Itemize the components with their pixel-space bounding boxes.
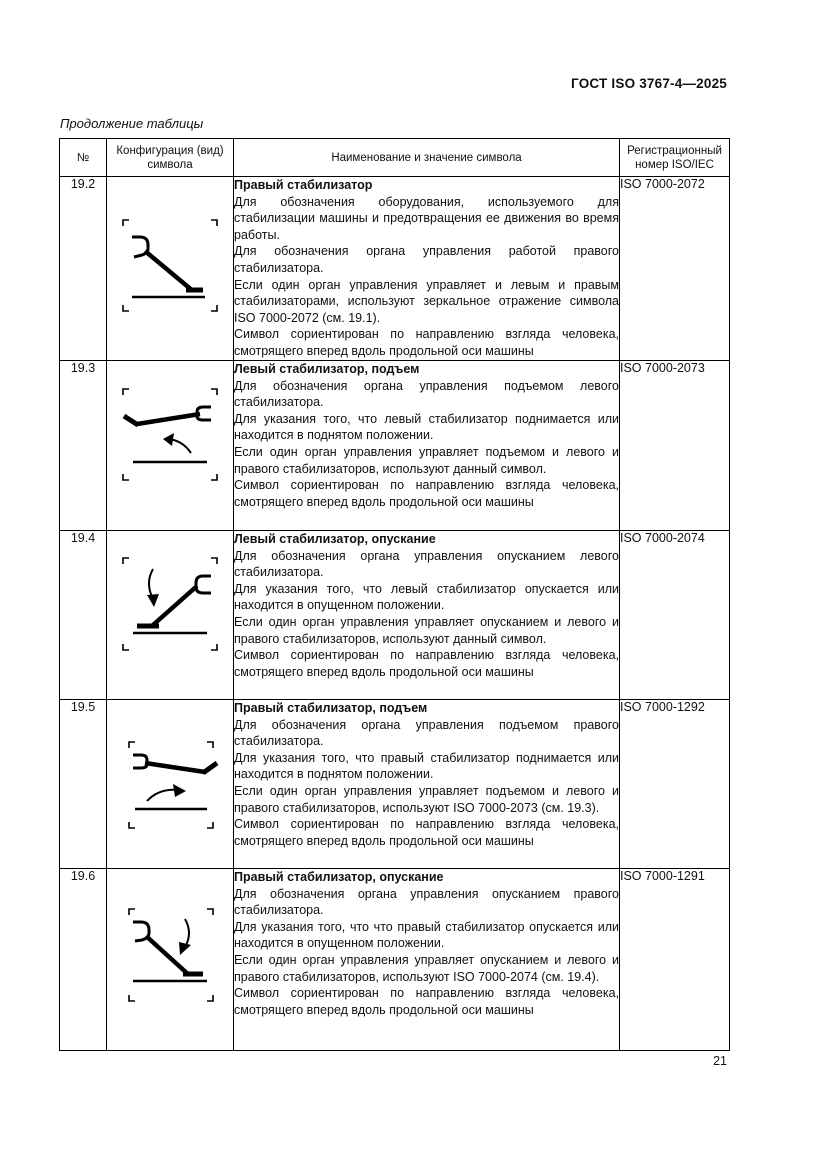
symbol-title: Правый стабилизатор, опускание	[234, 870, 444, 884]
left-stabilizer-raise-icon	[107, 361, 233, 530]
table-continuation-caption: Продолжение таблицы	[60, 116, 204, 131]
table-row	[60, 361, 730, 531]
table-row	[60, 869, 730, 1051]
row-number: 19.5	[60, 700, 107, 869]
symbol-description	[234, 869, 620, 1051]
row-number: 19.6	[60, 869, 107, 1051]
symbol-description	[234, 177, 620, 361]
symbols-table	[59, 138, 730, 1051]
symbol-cell	[107, 177, 234, 361]
symbol-text: Для обозначения органа управления опусканием правого стабилизатора. Для указания того, что что правый стабилизатор опускается или находится в опущенном положении. Если один орган управления управляет опусканием и левого и правого стабилизаторов, используют ISO 7000-2074 (см. 19.4). Символ сориентирован по направлению взгляда человека, смотрящего вперед вдоль продольной оси машины	[234, 886, 619, 1017]
symbol-cell	[107, 531, 234, 700]
symbol-cell	[107, 869, 234, 1051]
column-header-registration: Регистрационный номер ISO/IEC	[620, 139, 730, 177]
symbol-text: Для обозначения органа управления подъемом левого стабилизатора. Для указания того, что левый стабилизатор поднимается или находится в поднятом положении. Если один орган управления управляет подъемом и левого и правого стабилизаторов, используют данный символ. Символ сориентирован по направлению взгляда человека, смотрящего вперед вдоль продольной оси машины	[234, 378, 619, 509]
left-stabilizer-lower-icon	[107, 531, 233, 699]
registration-number: ISO 7000-2072	[620, 177, 730, 361]
right-stabilizer-lower-icon	[107, 869, 233, 1050]
standard-code: ГОСТ ISO 3767-4—2025	[571, 76, 727, 91]
column-header-number: №	[60, 139, 107, 177]
registration-number: ISO 7000-2074	[620, 531, 730, 700]
row-number: 19.4	[60, 531, 107, 700]
table-row	[60, 177, 730, 361]
registration-number: ISO 7000-1292	[620, 700, 730, 869]
symbol-description	[234, 531, 620, 700]
right-stabilizer-raise-icon	[107, 700, 233, 868]
symbol-description	[234, 700, 620, 869]
page-number: 21	[713, 1054, 727, 1068]
symbol-text: Для обозначения органа управления подъемом правого стабилизатора. Для указания того, что правый стабилизатор поднимается или находится в поднятом положении. Если один орган управления управляет подъемом и левого и правого стабилизаторов, используют ISO 7000-2073 (см. 19.3). Символ сориентирован по направлению взгляда человека, смотрящего вперед вдоль продольной оси машины	[234, 717, 619, 848]
right-stabilizer-icon	[107, 177, 233, 360]
symbol-text: Для обозначения органа управления опусканием левого стабилизатора. Для указания того, что левый стабилизатор опускается или находится в опущенном положении. Если один орган управления управляет опусканием и левого и правого стабилизаторов, используют данный символ. Символ сориентирован по направлению взгляда человека, смотрящего вперед вдоль продольной оси машины	[234, 548, 619, 679]
symbol-title: Левый стабилизатор, подъем	[234, 362, 420, 376]
row-number: 19.2	[60, 177, 107, 361]
table-header-row	[60, 139, 730, 177]
symbol-title: Правый стабилизатор, подъем	[234, 701, 428, 715]
symbol-title: Правый стабилизатор	[234, 178, 373, 192]
column-header-name-meaning: Наименование и значение символа	[234, 139, 620, 177]
symbol-description	[234, 361, 620, 531]
symbol-cell	[107, 361, 234, 531]
symbol-cell	[107, 700, 234, 869]
registration-number: ISO 7000-2073	[620, 361, 730, 531]
registration-number: ISO 7000-1291	[620, 869, 730, 1051]
column-header-configuration: Конфигурация (вид) символа	[107, 139, 234, 177]
symbol-title: Левый стабилизатор, опускание	[234, 532, 436, 546]
table-row	[60, 531, 730, 700]
symbol-text: Для обозначения оборудования, используемого для стабилизации машины и предотвращения ее движения во время работы. Для обозначения органа управления работой правого стабилизатора. Если один орган управления управляет и левым и правым стабилизаторами, используют зеркальное отражение символа ISO 7000-2072 (см. 19.1). Символ сориентирован по направлению взгляда человека, смотрящего вперед вдоль продольной оси машины	[234, 194, 619, 358]
table-row	[60, 700, 730, 869]
row-number: 19.3	[60, 361, 107, 531]
